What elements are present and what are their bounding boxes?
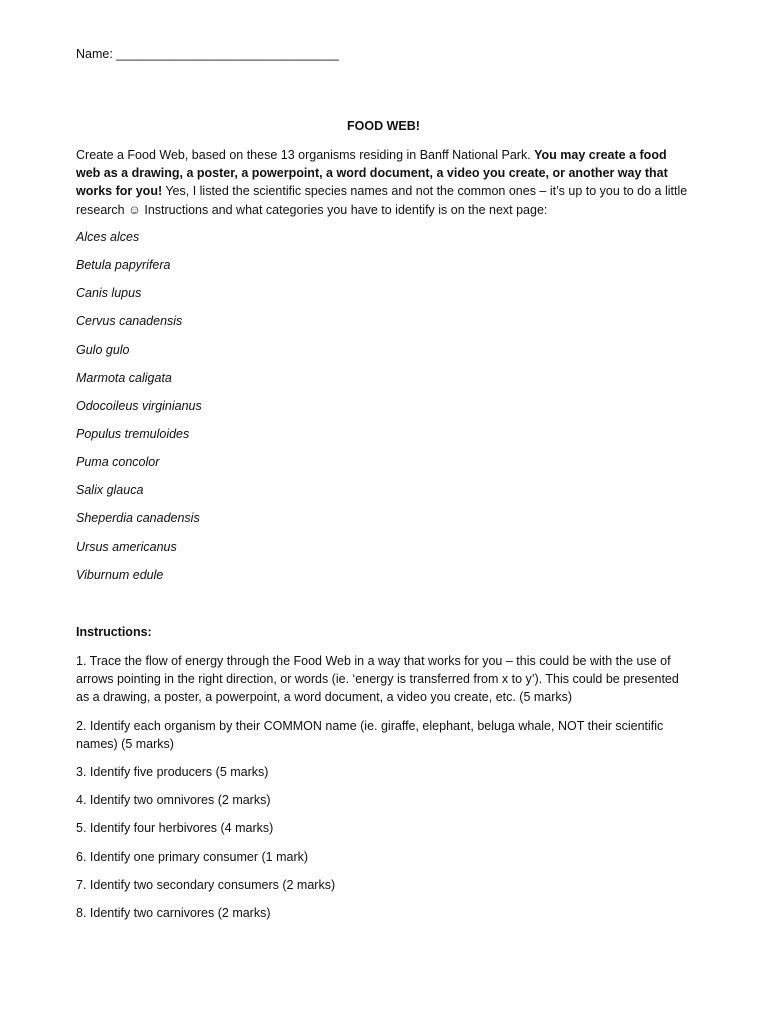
intro-paragraph [76,146,691,219]
instruction-item: 1. Trace the flow of energy through the Food Web in a way that works for you – this could be with the use of arrows pointing in the right direction, or words (ie. ‘energy is transferred from x to y’). This could be presented as a drawing, a poster, a powerpoint, a word document, a video you create, etc. (5 marks) [76,654,679,705]
species-list [76,229,202,595]
species-item: Sheperdia canadensis [76,511,200,526]
instruction-item: 6. Identify one primary consumer (1 mark) [76,849,309,864]
intro-bold-text: You may create a food web as a drawing, a poster, a powerpoint, a word document, a video you create, or another way that works for you! [76,148,668,199]
species-item: Marmota caligata [76,370,172,385]
species-item: Odocoileus virginianus [76,398,202,413]
name-blank-line: ________________________________ [116,47,339,61]
page-title: FOOD WEB! [347,119,420,133]
species-item: Ursus americanus [76,539,177,554]
instructions-list [76,652,691,932]
instruction-item: 2. Identify each organism by their COMMON name (ie. giraffe, elephant, beluga whale, NOT their scientific names) (5 marks) [76,718,664,751]
species-item: Cervus canadensis [76,314,183,329]
instruction-item: 7. Identify two secondary consumers (2 marks) [76,877,336,892]
instructions-heading: Instructions: [76,625,152,639]
species-item: Gulo gulo [76,342,130,357]
species-item: Alces alces [76,230,140,244]
instruction-item: 5. Identify four herbivores (4 marks) [76,821,274,836]
species-item: Puma concolor [76,455,160,470]
species-item: Canis lupus [76,286,142,301]
name-label: Name: [76,47,117,61]
instruction-item: 3. Identify five producers (5 marks) [76,765,269,780]
intro-text-2: Yes, I listed the scientific species names and not the common ones – it’s up to you to do a little research ☺ Instructions and what categories you have to identify is on the next page: [76,184,688,217]
name-field [76,46,339,62]
intro-text-1: Create a Food Web, based on these 13 organisms residing in Banff National Park. [76,148,535,162]
species-item: Betula papyrifera [76,258,171,273]
instruction-item: 8. Identify two carnivores (2 marks) [76,906,271,921]
species-item: Salix glauca [76,483,144,498]
instruction-item: 4. Identify two omnivores (2 marks) [76,793,271,808]
species-item: Viburnum edule [76,567,164,582]
species-item: Populus tremuloides [76,426,190,441]
